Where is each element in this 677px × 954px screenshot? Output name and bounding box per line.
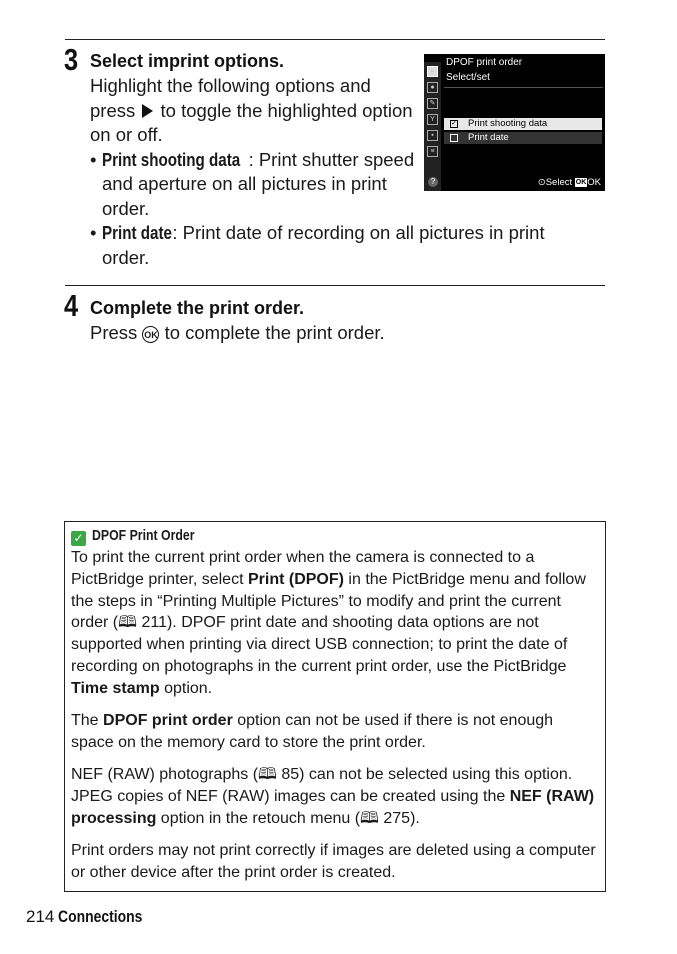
step3-body (90, 74, 420, 221)
note-heading (71, 527, 217, 544)
text: in the PictBridge menu and follow the steps in “Printing Multiple Pictures” to modify and print the current order ( (71, 570, 586, 632)
step3-intro (90, 74, 420, 148)
text: ). DPOF print date and shooting data options are not supported when printing via direct USB connection; to print the date of recording on photographs in the current print order, use the PictBridge (71, 614, 568, 675)
text: To print the current print order when the camera is connected to a PictBridge printer, select (71, 549, 535, 588)
camera-menu-screen (424, 54, 605, 191)
step3-intro-a: Highlight the following options and press (90, 75, 371, 121)
step3-title: Select imprint options. (90, 51, 285, 71)
note-paragraph-4 (71, 840, 599, 884)
step4-text-a: Press (90, 322, 138, 343)
step3-intro-b: to toggle the highlighted option on or off. (90, 99, 413, 145)
page-ref: 275 (383, 809, 411, 827)
step4-text-b: to complete the print order. (164, 322, 385, 343)
note-paragraph-2 (71, 710, 599, 754)
bold-term: DPOF print order (103, 712, 233, 729)
page-reference-icon: 🕮 (258, 766, 277, 783)
step3-bullet-print-date (90, 221, 580, 270)
check-note-icon: ✓ (71, 531, 86, 546)
camera-menu-footer (538, 177, 601, 189)
page-reference-icon: 🕮 (360, 809, 379, 827)
text: ). (410, 809, 420, 827)
checked-box-icon: ✓ (451, 120, 457, 127)
note-paragraph-3 (71, 764, 599, 829)
step3-number: 3 (64, 42, 79, 77)
camera-option-print-shooting-data[interactable] (444, 118, 602, 130)
retouch-icon: ▪ (427, 130, 438, 141)
note-box (64, 521, 606, 892)
help-icon: ? (428, 177, 438, 187)
step3-top-rule (65, 39, 605, 40)
page-ref: 211 (141, 614, 167, 632)
text: option can not be used if there is not enough space on the memory card to store the print order. (71, 712, 554, 751)
text: Print orders may not print correctly if images are deleted using a computer or other device after the print order is created. (71, 842, 596, 881)
step3-bullet-print-shooting-data (90, 148, 420, 222)
option-label: Print date (468, 132, 509, 143)
bold-term: Print (DPOF) (247, 570, 344, 588)
camera-menu-title: DPOF print order (446, 57, 523, 68)
step4-number: 4 (64, 288, 79, 323)
bullet-text: : Print date of recording on all pictures in print order. (102, 222, 545, 268)
section-name: Connections (58, 907, 143, 926)
custom-settings-icon: ✎ (427, 98, 438, 109)
footer-select-label: Select (545, 177, 573, 188)
camera-menu-divider (444, 87, 603, 88)
bullet-term: Print shooting data (102, 148, 241, 170)
bold-term: Time stamp (71, 679, 160, 697)
multi-selector-icon: ⊙ (537, 177, 546, 188)
bullet-term: Print date (102, 222, 172, 243)
text: NEF (RAW) photographs ( (71, 766, 259, 783)
note-paragraph-1 (71, 547, 599, 700)
playback-menu-icon: ▸ (427, 66, 438, 77)
footer-ok-label: OK (587, 177, 601, 188)
text: The (71, 712, 104, 729)
step4-title: Complete the print order. (90, 298, 305, 318)
recent-settings-icon: ≡ (427, 146, 438, 157)
text: ) can not be selected using this option. JPEG copies of NEF (RAW) images can be created using the (71, 766, 573, 805)
camera-menu-subtitle: Select/set (446, 72, 490, 83)
bold-term: NEF (RAW) processing (71, 787, 595, 827)
step4-top-rule (65, 285, 605, 286)
text: option in the retouch menu ( (156, 809, 361, 827)
ok-key-icon: OK (575, 179, 587, 186)
unchecked-box-icon (450, 134, 458, 142)
page-reference-icon: 🕮 (118, 614, 137, 632)
camera-menu-tabs (424, 62, 441, 191)
page-footer (26, 906, 161, 928)
ok-button-icon: OK (142, 326, 159, 343)
setup-wrench-icon: Y (427, 114, 438, 125)
camera-icon: ● (427, 82, 438, 93)
page-number: 214 (26, 907, 55, 926)
text: option. (159, 679, 213, 697)
note-heading-text: DPOF Print Order (92, 527, 195, 544)
multi-selector-right-icon (142, 104, 153, 118)
step4-body (90, 321, 590, 346)
camera-option-print-date[interactable] (444, 132, 602, 144)
page-ref: 85 (281, 766, 300, 783)
bullet-text: : Print shutter speed and aperture on all pictures in print order. (102, 148, 415, 219)
option-label: Print shooting data (468, 118, 548, 129)
